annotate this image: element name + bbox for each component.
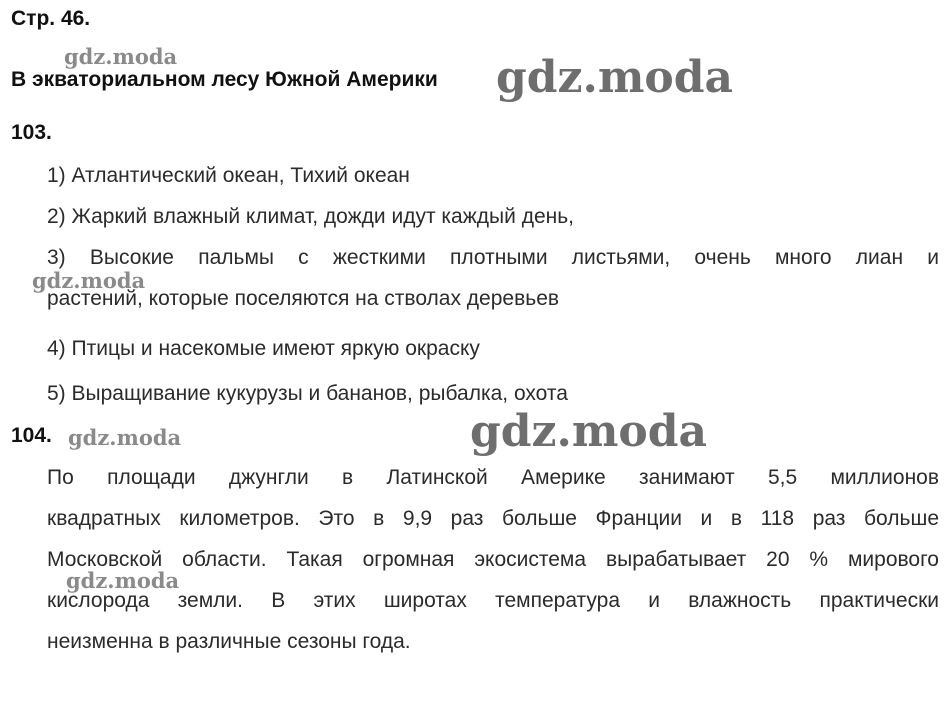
task-103-item-3: 3) Высокие пальмы с жесткими плотными листьями, очень много лиан и <box>47 246 939 269</box>
task-103-item-3-continued: растений, которые поселяются на стволах деревьев <box>47 287 560 310</box>
task-103-item-2: 2) Жаркий влажный климат, дожди идут каждый день, <box>47 205 574 228</box>
watermark-small-3: gdz.moda <box>68 425 182 450</box>
task-103-item-1: 1) Атлантический океан, Тихий океан <box>47 164 410 187</box>
watermark-small-4: gdz.moda <box>66 568 180 593</box>
topic-heading: В экваториальном лесу Южной Америки <box>11 68 438 91</box>
watermark-big-2: gdz.moda <box>470 406 708 457</box>
task-104-line-5: неизменна в различные сезоны года. <box>47 630 411 653</box>
task-104-line-1: По площади джунгли в Латинской Америке занимают 5,5 миллионов <box>47 466 939 489</box>
task-103-number: 103. <box>11 121 52 144</box>
task-104-number: 104. <box>11 424 52 447</box>
task-104-line-4: кислорода земли. В этих широтах температура и влажность практически <box>47 589 939 612</box>
watermark-small-2: gdz.moda <box>32 268 146 293</box>
task-104-line-2: квадратных километров. Это в 9,9 раз больше Франции и в 118 раз больше <box>47 507 939 530</box>
task-103-item-5: 5) Выращивание кукурузы и бананов, рыбалка, охота <box>47 382 568 405</box>
watermark-big-1: gdz.moda <box>496 52 734 103</box>
watermark-small-1: gdz.moda <box>64 44 178 69</box>
task-104-line-3: Московской области. Такая огромная экосистема вырабатывает 20 % мирового <box>47 548 939 571</box>
task-103-item-4: 4) Птицы и насекомые имеют яркую окраску <box>47 337 480 360</box>
page-reference: Стр. 46. <box>11 7 91 30</box>
